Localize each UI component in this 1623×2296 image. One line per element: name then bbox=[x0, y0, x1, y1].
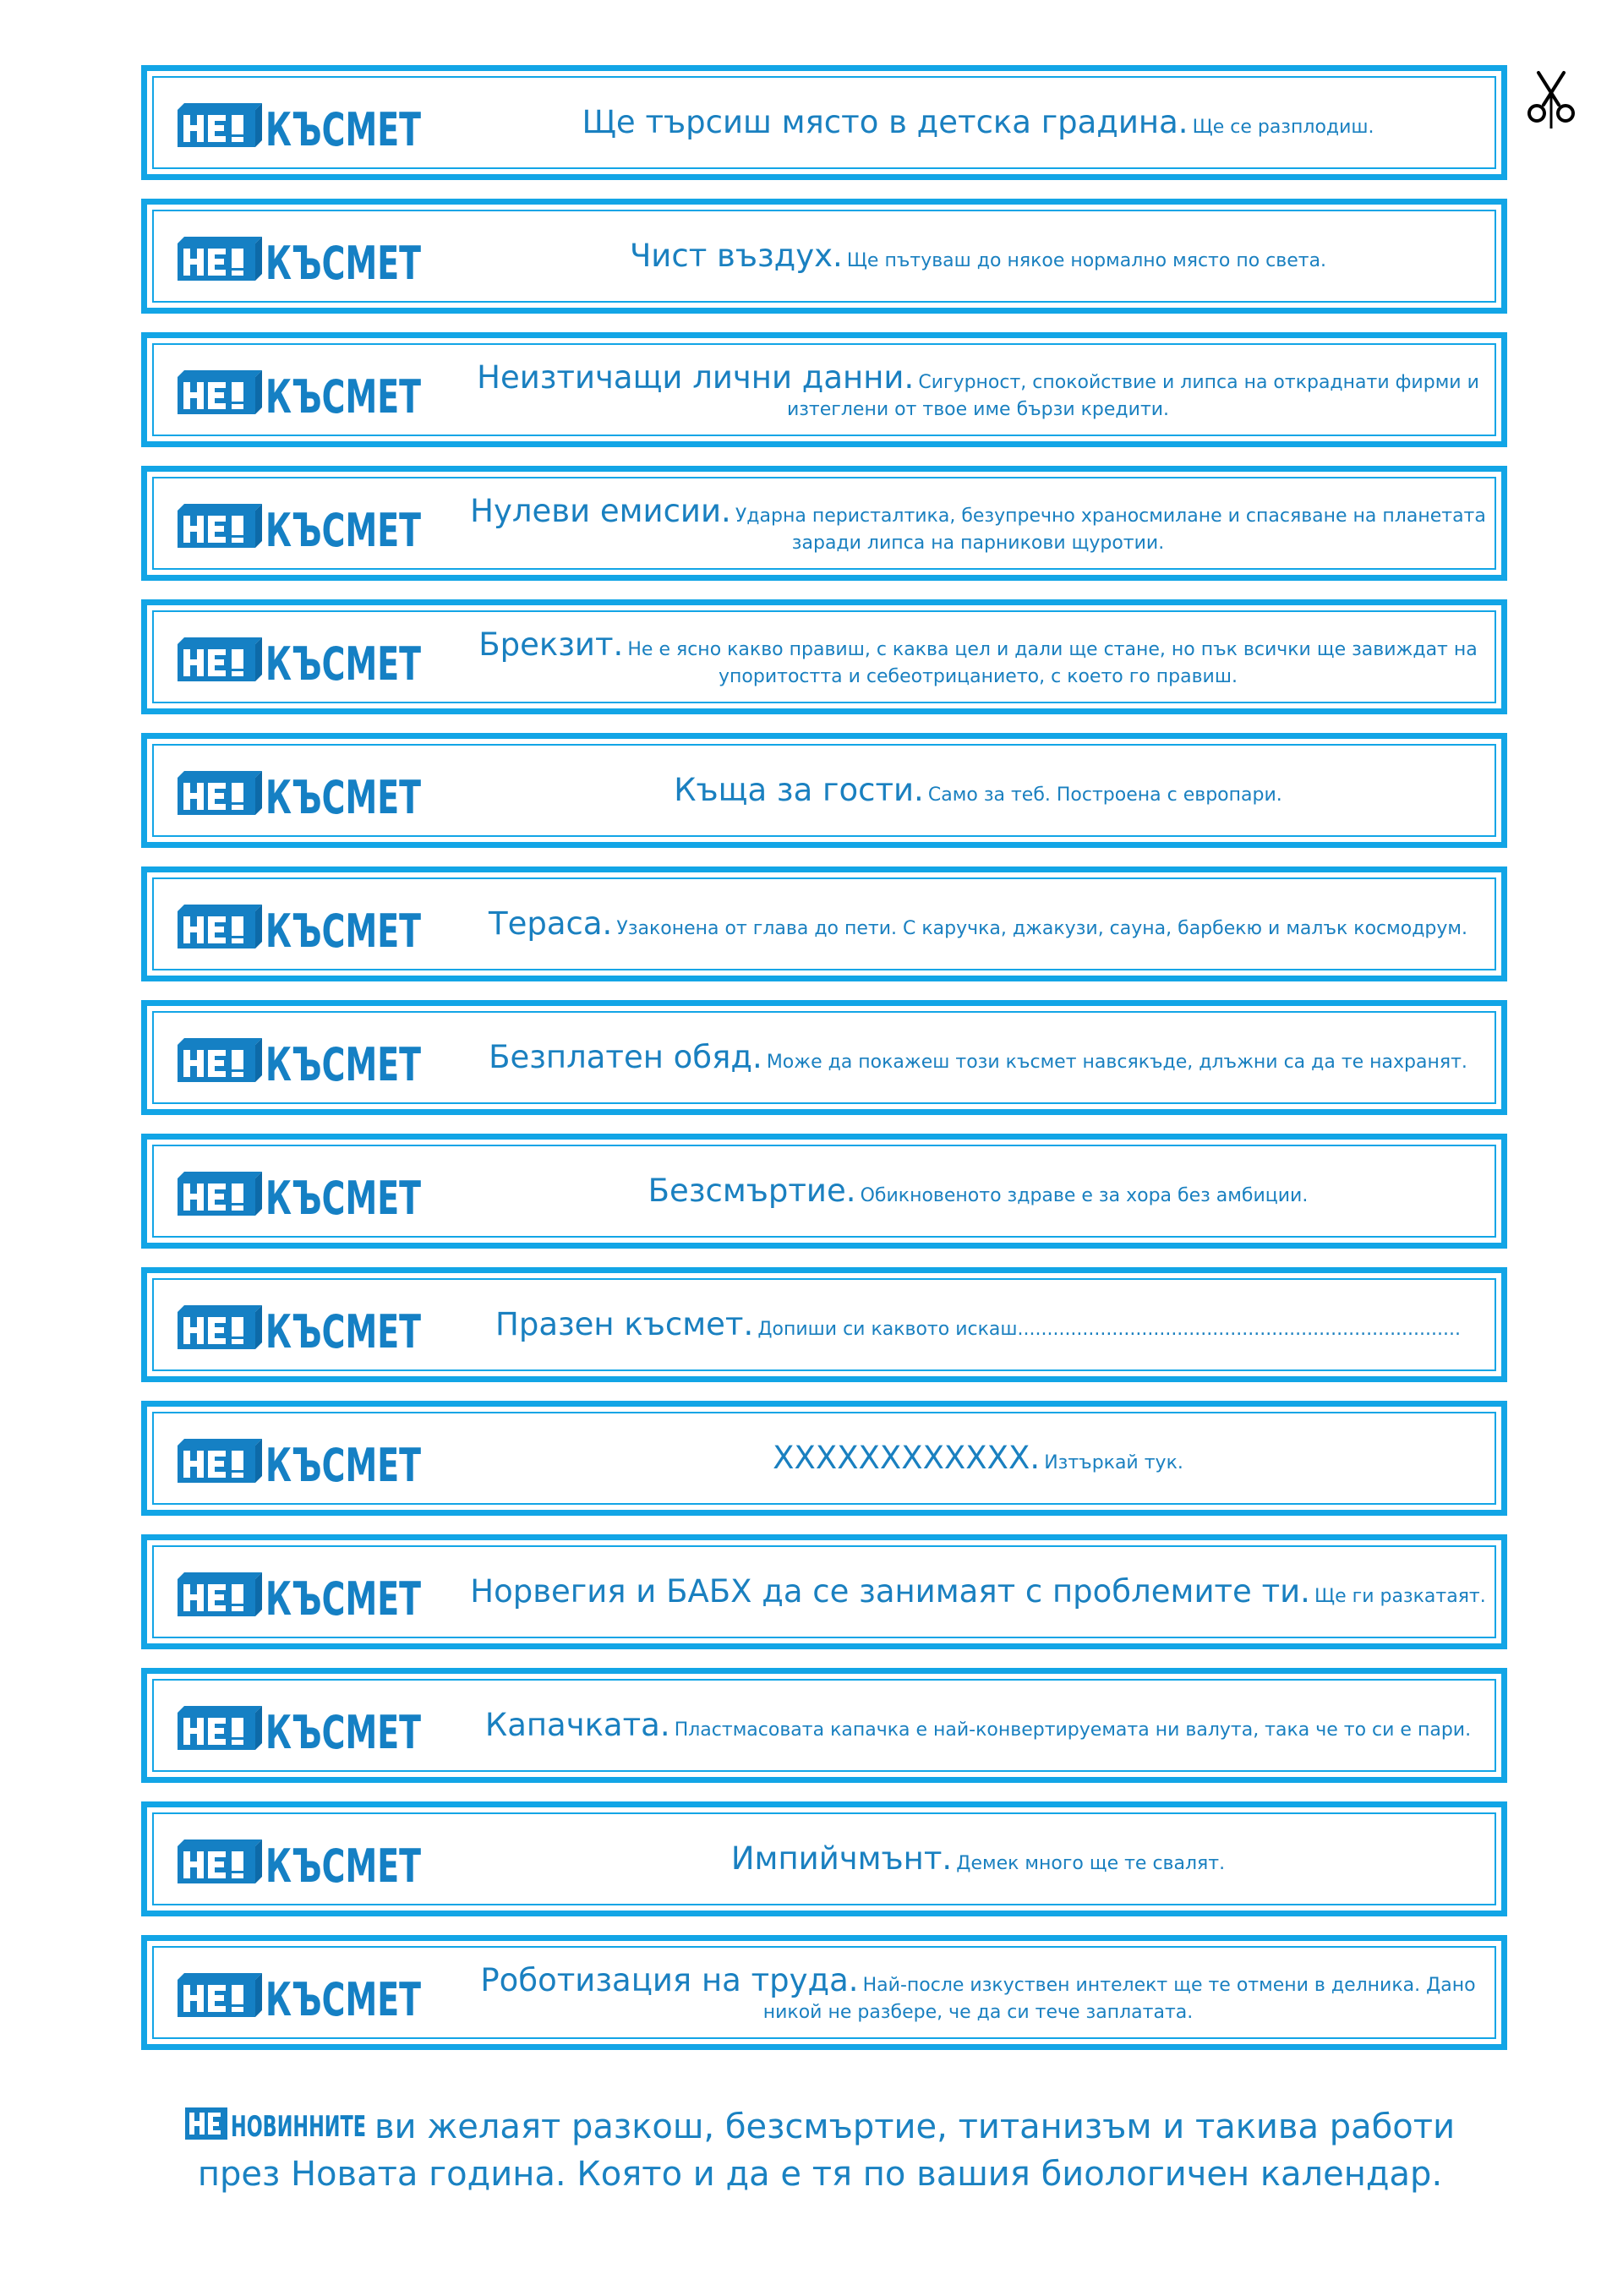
ne-kasmet-logo bbox=[178, 769, 423, 817]
fortune-description: Обикновеното здраве е за хора без амбиции. bbox=[860, 1185, 1309, 1207]
fortune-text bbox=[468, 1006, 1488, 1109]
footer-line-2: през Новата година. Която и да е тя по вашия биологичен календар. bbox=[197, 2155, 1443, 2194]
fortune-title: Ще търсиш място в детска градина. bbox=[582, 104, 1189, 141]
fortune-strip bbox=[141, 599, 1507, 714]
fortune-text bbox=[468, 1941, 1488, 2044]
footer-greeting bbox=[135, 2103, 1505, 2198]
fortune-text bbox=[468, 739, 1488, 842]
fortune-description: Не е ясно какво правиш, с каква цел и дали ще стане, но пък всички ще завиждат на упоритостта и себеотрицанието, с което го правиш. bbox=[627, 639, 1478, 687]
fortune-title: Брекзит. bbox=[478, 626, 624, 664]
ne-kasmet-logo bbox=[178, 502, 423, 549]
fortune-title: Тераса. bbox=[489, 905, 613, 943]
fortune-strip bbox=[141, 1000, 1507, 1115]
scissors-icon bbox=[1522, 68, 1581, 130]
fortune-strip bbox=[141, 199, 1507, 314]
fortune-text bbox=[468, 472, 1488, 575]
fortune-title: Чист въздух. bbox=[629, 238, 843, 275]
fortune-strip bbox=[141, 65, 1507, 180]
fortune-strip bbox=[141, 1401, 1507, 1516]
fortune-description: Пластмасовата капачка е най-конвертируемата ни валута, така че то си е пари. bbox=[674, 1719, 1472, 1741]
footer-logo bbox=[185, 2104, 369, 2141]
ne-kasmet-logo bbox=[178, 636, 423, 683]
fortune-strip bbox=[141, 1668, 1507, 1783]
ne-kasmet-logo bbox=[178, 101, 423, 149]
fortune-strip bbox=[141, 1935, 1507, 2050]
fortune-strip bbox=[141, 1534, 1507, 1649]
ne-kasmet-logo bbox=[178, 1838, 423, 1885]
ne-kasmet-logo bbox=[178, 1170, 423, 1217]
fortune-description: Демек много ще те свалят. bbox=[956, 1853, 1226, 1875]
ne-kasmet-logo bbox=[178, 235, 423, 282]
fortune-description: Изтъркай тук. bbox=[1044, 1452, 1183, 1474]
fortune-title: Празен късмет. bbox=[495, 1306, 754, 1343]
ne-kasmet-logo bbox=[178, 369, 423, 416]
fortune-text bbox=[468, 71, 1488, 174]
fortune-text bbox=[468, 1674, 1488, 1777]
fortune-description: Ще пътуваш до някое нормално място по света. bbox=[846, 250, 1327, 272]
fortune-description: Ще ги разкатаят. bbox=[1314, 1586, 1486, 1608]
svg-text:НОВИННИТЕ: НОВИННИТЕ bbox=[230, 2110, 366, 2141]
fortune-description: Най-после изкуствен интелект ще те отмени в делника. Дано никой не разбере, че да си тече заплатата. bbox=[762, 1975, 1476, 2023]
fortune-text bbox=[468, 1140, 1488, 1243]
fortune-strip bbox=[141, 1267, 1507, 1382]
fortune-title: Норвегия и БАБХ да се занимаят с проблемите ти. bbox=[470, 1573, 1310, 1610]
fortune-text bbox=[468, 872, 1488, 976]
ne-kasmet-logo bbox=[178, 1704, 423, 1752]
ne-kasmet-logo bbox=[178, 903, 423, 950]
fortune-description: Сигурност, спокойствие и липса на откраднати фирми и изтеглени от твое име бързи кредити. bbox=[786, 372, 1479, 420]
fortune-title: Безплатен обяд. bbox=[489, 1039, 762, 1076]
fortune-title: XXXXXXXXXXXX. bbox=[773, 1440, 1041, 1477]
ne-kasmet-logo bbox=[178, 1971, 423, 2019]
footer-line-1: ви желаят разкош, безсмъртие, титанизъм и такива работи bbox=[374, 2107, 1456, 2146]
fortune-strip bbox=[141, 866, 1507, 981]
fortune-description: Допиши си каквото искаш........................................................................... bbox=[757, 1319, 1461, 1341]
fortune-strip bbox=[141, 733, 1507, 848]
fortune-description: Ударна перисталтика, безупречно храносмилане и спасяване на планетата заради липса на парникови щуротии. bbox=[735, 506, 1486, 554]
fortune-strip bbox=[141, 466, 1507, 581]
ne-kasmet-logo bbox=[178, 1304, 423, 1351]
fortune-title: Къща за гости. bbox=[674, 772, 924, 809]
fortune-title: Безсмъртие. bbox=[648, 1173, 856, 1210]
fortune-text bbox=[468, 205, 1488, 308]
fortune-strip bbox=[141, 332, 1507, 447]
fortune-text bbox=[468, 605, 1488, 708]
fortune-title: Нулеви емисии. bbox=[470, 493, 731, 530]
ne-kasmet-logo bbox=[178, 1437, 423, 1484]
fortune-description: Може да покажеш този късмет навсякъде, длъжни са да те нахранят. bbox=[766, 1052, 1467, 1074]
fortune-title: Роботизация на труда. bbox=[480, 1962, 859, 1999]
fortune-text bbox=[468, 1540, 1488, 1643]
ne-kasmet-logo bbox=[178, 1036, 423, 1084]
fortune-text bbox=[468, 1407, 1488, 1510]
fortune-description: Узаконена от глава до пети. С каручка, джакузи, сауна, барбекю и малък космодрум. bbox=[616, 918, 1467, 940]
fortune-text bbox=[468, 1807, 1488, 1911]
fortune-strip bbox=[141, 1801, 1507, 1916]
fortune-strip bbox=[141, 1134, 1507, 1249]
fortune-text bbox=[468, 1273, 1488, 1376]
fortune-description: Ще се разплодиш. bbox=[1192, 117, 1374, 139]
fortune-title: Капачката. bbox=[484, 1707, 670, 1744]
fortune-title: Неизтичащи лични данни. bbox=[477, 359, 915, 396]
fortune-description: Само за теб. Построена с европари. bbox=[927, 784, 1282, 806]
fortune-text bbox=[468, 338, 1488, 441]
fortune-title: Импийчмънт. bbox=[730, 1840, 953, 1878]
ne-kasmet-logo bbox=[178, 1571, 423, 1618]
